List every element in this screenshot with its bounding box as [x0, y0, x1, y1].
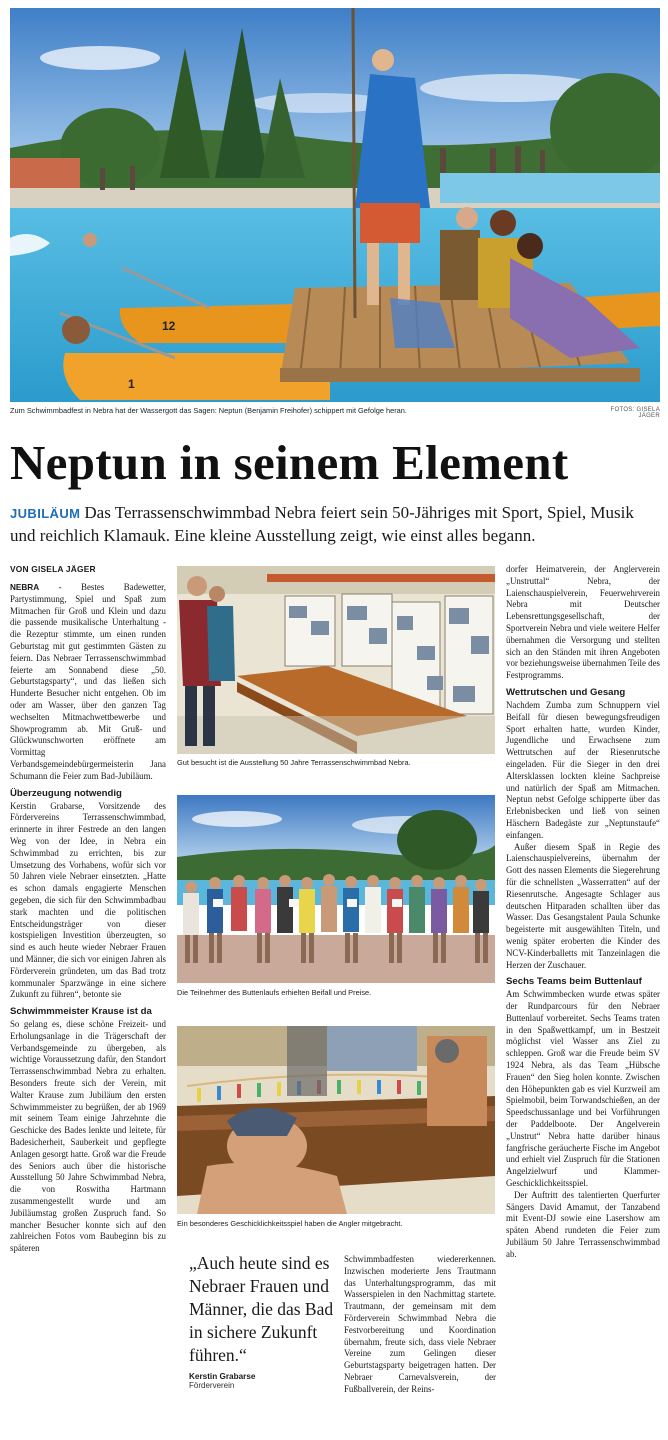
anglers-photo-caption: Ein besonderes Geschicklichkeitsspiel haben die Angler mitgebracht.: [177, 1219, 403, 1228]
pull-quote: [189, 1252, 339, 1390]
subheading: Wettrutschen und Gesang: [506, 686, 626, 698]
paragraph: dorfer Heimatverein, der Anglerverein „Unstruttal“ Nebra, der Laienschauspielverein, Feuerwehrverein Nebra mit Deutscher Lebensrettungsgesellschaft, der Sportverein Nebra und viele weitere Helfer übernahmen die Versorgung und stellten sich an den Ständen mit ihren Angeboten vor beziehungsweise übernahmen Teile des Festprogramms.: [506, 564, 660, 681]
quote-text: „Auch heute sind es Nebraer Frauen und Männer, die das Bad in sichere Zukunft führen.“: [189, 1253, 334, 1365]
paragraph: So gelang es, diese schöne Freizeit- und Erholungsanlage in die Trägerschaft der Verbandsgemeinde zu übergeben, als wichtige Voraussetzung dafür, den Standort Terrassenschwimmbad Nebra zu erhalten. Besonders freute sich der Verein, mit Walter Krause zum Jubiläum den ersten Schwimmmeister zu begrüßen, der ab 1969 mit seinem Team einige Jahrzehnte die Geschicke des Bades lenkte und leitete, für Badesicherheit, Sauberkeit und gepflegte Anlagen gesorgt hatte. Groß war die Freude des Seniors auch über die historische Ausstellung 50 Jahre Schwimmbad Nebra, die von Roswitha Hartmann zusammengestellt wurde und am Jubiläumstag großen Zuspruch fand. So mancher Besucher konnte sich auf den zahlreichen Fotos vom Baubeginn bis zu späteren: [10, 1019, 166, 1254]
group-photo: [177, 795, 495, 983]
subheading: Schwimmmeister Krause ist da: [10, 1006, 152, 1018]
paragraph: NEBRA - Bestes Badewetter, Partystimmung, Spiel und Spaß zum Mitmachen für Groß und Klein und dazu die passende musikalische Unterhaltung - die Rezeptur stimmte, um einen runden Geburtstag mit gut gestimmten Gästen zu feiern. Das Nebraer Terrassenschwimmbad feierte am Sonnabend diese „50. Geburtstagsparty“, und das ließen sich Hunderte Besucher nicht entgehen. Ob im oder am Wasser, über den ganzen Tag wechselten Mitmachwettbewerbe und Showprogramm ab. Mit Gruß- und Glückwunschworten eröffnete am Vormittag Verbandsgemeindebürgermeisterin Jana Schumann die Feier zum Bad-Jubiläum.: [10, 582, 166, 781]
paragraph: Außer diesem Spaß in Regie des Laienschauspielvereins, übernahm der Gott des nassen Elements die Siegerehrung für die schnellsten „Wasserratten“ auf der Riesenrutsche. Angesagte Schlager aus deutschen Hitparaden schallten über das Wasser. Das Gesangstalent Paula Schunke begeisterte mit ausgewählten Titeln, und wenig später eroberten die Kinder des NCV-Kinderballetts mit Tanzeinlagen die Herzen der Zuschauer.: [506, 841, 660, 970]
photo-credit: FOTOS: GISELA JÄGER: [610, 407, 660, 419]
paragraph: Kerstin Grabarse, Vorsitzende des Fördervereins Terrassenschwimmbad, erinnerte in ihrer Festrede an den langen Weg von der Idee, in Nebra ein Schwimmbad zu errichten, bis zur Umsetzung des Vorhabens, wofür sich vor 50 Jahren viele Nebraer einsetzten. „Hatte es schon damals engagierte Menschen gegeben, die sich für den Schwimmbadbau stark machten und die politischen Entscheidungsträger von dieser kostspieligen Investition überzeugten, so sind es auch heute wieder Nebraer Frauen und Männer, die sich vor einigen Jahren als Förderverein gründeten, um das Bad trotz kommunaler Sparzwänge in eine sichere Zukunft zu führen“, betonte sie: [10, 800, 166, 1000]
quote-role: Förderverein: [189, 1381, 235, 1390]
article-column-1: [10, 564, 166, 1255]
kayak-number: 1: [128, 377, 135, 391]
paragraph: Am Schwimmbecken wurde etwas später der Rundparcours für den Nebraer Buttenlauf vorbereitet. Sechs Teams traten in den Spaßwettkampf, um in Bestzeit möglichst viel Wasser ans Ziel zu schleppen. Groß war die Freude beim SV 1924 Nebra, als das Team „Hübsche Frauen“ den Sieg holen konnte. Zwischen den Höhepunkten gab es viel Kurzweil am Spielmobil, beim Torwandschießen, an der Speedschussanlage und bei Vorführungen der Paddelboote. Der Angelverein „Unstrut“ Nebra hatte darüber hinaus fangfrische geräucherte Fische im Angebot und erhielt viel Zuspruch für die Stationen Angelzielwurf und Klammer-Geschicklichkeitsspiel.: [506, 989, 660, 1189]
paragraph: Der Auftritt des talentierten Querfurter Sängers David Amamut, der Tanzabend mit Event-DJ sowie eine Lasershow am späten Abend rundeten die Feier zum Jubiläum 50 Jahre Terrassenschwimmbad ab.: [506, 1189, 660, 1259]
kayak-number: 12: [162, 319, 176, 333]
exhibition-photo: [177, 566, 495, 754]
main-photo: [10, 8, 660, 402]
group-photo-caption: Die Teilnehmer des Buttenlaufs erhielten Beifall und Preise.: [177, 988, 372, 997]
dateline: NEBRA: [10, 583, 40, 592]
paragraph: Nachdem Zumba zum Schnuppern viel Beifall für diesen bewegungsfreudigen Sport erhalten hatte, wurden Kinder, Jugendliche und Erwachsene zum Wettrutschen auf der Riesenrutsche eingeladen. Für die Sieger in den drei Altersklassen lockten kleine Sachpreise und natürlich der Spaß am Mitmachen. Neptun nebst Gefolge schipperte über das Erlebnisbecken und ließ von seinen Häschern Badegäste zur „Neptunstaufe“ einfangen.: [506, 699, 660, 840]
anglers-photo: [177, 1026, 495, 1214]
article-column-3: [506, 564, 660, 1261]
exhibition-photo-caption: Gut besucht ist die Ausstellung 50 Jahre Terrassenschwimmbad Nebra.: [177, 758, 411, 767]
author-byline: VON GISELA JÄGER: [10, 564, 96, 574]
subheading: Überzeugung notwendig: [10, 787, 122, 799]
subheading: Sechs Teams beim Buttenlauf: [506, 976, 642, 988]
teaser: [10, 502, 660, 547]
teaser-text: Das Terrassenschwimmbad Nebra feiert sein 50-Jähriges mit Sport, Spiel, Musik und reichlich Klamauk. Eine kleine Ausstellung zeigt, wie einst alles begann.: [10, 503, 634, 545]
paragraph: Schwimmbadfesten wiedererkennen. Inzwischen moderierte Jens Trautmann das Unterhaltungsprogramm, das mit Wasserspielen in den Nachmittag startete. Trautmann, der gemeinsam mit dem Förderverein Schwimmbad Nebra die Festvorbereitung und Koordination übernahm, freute sich, dass viele Nebraer Vereine zum Gelingen dieser Geburtstagsparty beigetragen hatten. Der Nebraer Carnevalsverein, der Fußballverein, der Reins-: [344, 1254, 496, 1394]
kicker: JUBILÄUM: [10, 506, 81, 521]
quote-author: Kerstin Grabarse: [189, 1372, 256, 1381]
article-column-2-bottom: [344, 1254, 496, 1396]
headline: Neptun in seinem Element: [10, 435, 569, 490]
main-photo-caption: Zum Schwimmbadfest in Nebra hat der Wassergott das Sagen: Neptun (Benjamin Freihofer) schippert mit Gefolge heran.: [10, 406, 407, 415]
